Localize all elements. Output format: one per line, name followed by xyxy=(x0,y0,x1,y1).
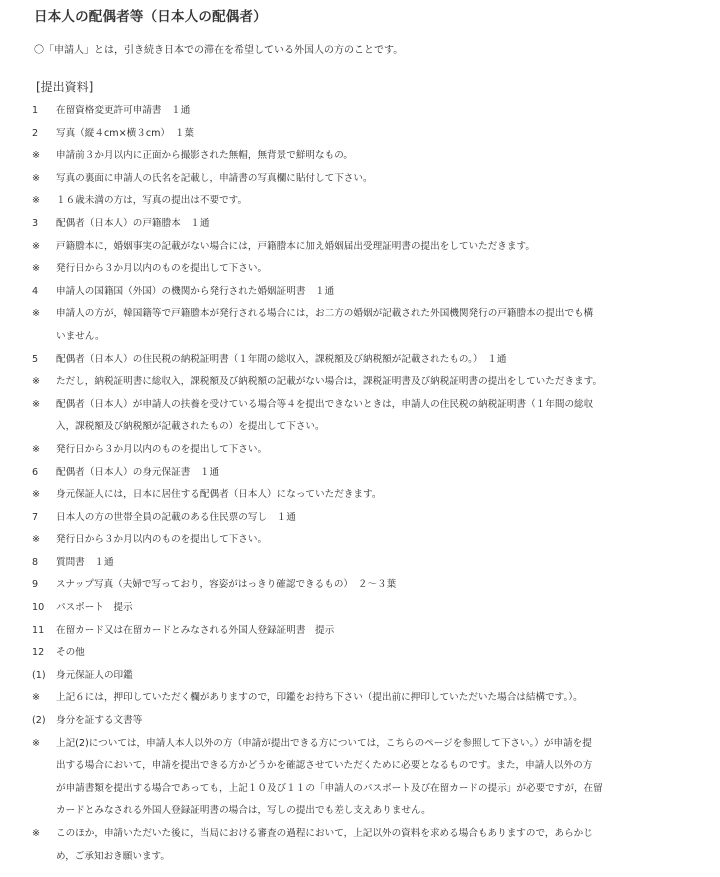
list-marker xyxy=(26,755,56,778)
list-item xyxy=(26,439,710,462)
list-item-text: 出する場合において，申請を提出できる方かどうかを確認させていただくために必要となるものです。また，申請人以外の方 xyxy=(56,760,593,772)
list-item-text: 写真（縦４cm×横３cm） １葉 xyxy=(56,127,195,139)
list-item-text: 質問書 １通 xyxy=(56,556,114,568)
list-item xyxy=(26,168,710,191)
list-item-text: カードとみなされる外国人登録証明書の場合は，写しの提出でも差し支えありません。 xyxy=(56,805,431,817)
list-item-text: 身分を証する文書等 xyxy=(56,715,143,727)
list-item xyxy=(26,303,710,326)
list-item-text: 在留カード又は在留カードとみなされる外国人登録証明書 提示 xyxy=(56,624,335,636)
list-item xyxy=(26,258,710,281)
list-item-text: 入，課税額及び納税額が記載されたもの）を提出して下さい。 xyxy=(56,421,325,433)
list-marker: 5 xyxy=(32,353,39,365)
page-title: 日本人の配偶者等（日本人の配偶者） xyxy=(34,9,267,25)
list-item-text: いません。 xyxy=(56,330,105,342)
list-marker: ※ xyxy=(32,150,41,162)
list-item-text: 申請前３か月以内に正面から撮影された無帽，無背景で鮮明なもの。 xyxy=(56,150,354,162)
list-item xyxy=(26,846,710,869)
list-item xyxy=(26,687,710,710)
list-item xyxy=(26,597,710,620)
list-item xyxy=(26,123,710,146)
list-item xyxy=(26,190,710,213)
list-item xyxy=(26,462,710,485)
list-item xyxy=(26,100,710,123)
list-item-text: 申請人の方が，韓国籍等で戸籍謄本が発行される場合には，お二方の婚姻が記載された外国機関発行の戸籍謄本の提出でも構 xyxy=(56,308,594,320)
list-item-text: 写真の裏面に申請人の氏名を記載し，申請書の写真欄に貼付して下さい。 xyxy=(56,172,373,184)
list-item-text: １６歳未満の方は，写真の提出は不要です。 xyxy=(56,195,248,207)
list-item xyxy=(26,416,710,439)
list-marker: ※ xyxy=(32,737,41,749)
list-marker: 7 xyxy=(32,511,39,523)
list-item-text: 申請人の国籍国（外国）の機関から発行された婚姻証明書 １通 xyxy=(56,285,335,297)
list-marker: 10 xyxy=(32,602,45,614)
list-item xyxy=(26,326,710,349)
list-item-text: 配偶者（日本人）の住民税の納税証明書（１年間の総収入，課税額及び納税額が記載されたもの。） １通 xyxy=(56,353,507,365)
list-marker: ※ xyxy=(32,263,41,275)
list-marker: 6 xyxy=(32,466,39,478)
list-marker: ※ xyxy=(32,534,41,546)
list-marker xyxy=(26,846,56,869)
list-item xyxy=(26,529,710,552)
list-item xyxy=(26,281,710,304)
section-heading: [提出資料] xyxy=(36,80,94,94)
list-marker: 2 xyxy=(32,127,39,139)
list-marker: 12 xyxy=(32,647,45,659)
list-marker: ※ xyxy=(32,195,41,207)
list-item xyxy=(26,755,710,778)
list-marker xyxy=(26,326,56,349)
list-item xyxy=(26,236,710,259)
list-item xyxy=(26,484,710,507)
list-marker: 11 xyxy=(32,624,45,636)
list-item xyxy=(26,574,710,597)
list-marker: ※ xyxy=(32,692,41,704)
list-item xyxy=(26,733,710,756)
list-marker: 4 xyxy=(32,285,39,297)
list-item-text: 上記６には，押印していただく欄がありますので，印鑑をお持ち下さい（提出前に押印していただいた場合は結構です。）。 xyxy=(56,692,583,704)
list-marker: ※ xyxy=(32,172,41,184)
list-item-text: パスポート 提示 xyxy=(56,602,133,614)
list-item xyxy=(26,394,710,417)
list-item-text: 日本人の方の世帯全員の記載のある住民票の写し １通 xyxy=(56,511,296,523)
list-item-text: 在留資格変更許可申請書 １通 xyxy=(56,105,191,116)
list-marker: ※ xyxy=(32,308,41,320)
list-item xyxy=(26,620,710,643)
list-marker: ※ xyxy=(32,376,41,388)
list-marker: ※ xyxy=(32,398,41,410)
list-marker: 9 xyxy=(32,579,39,591)
list-marker: 1 xyxy=(32,105,39,116)
list-item-text: 発行日から３か月以内のものを提出して下さい。 xyxy=(56,534,268,546)
list-item-text: が申請書類を提出する場合であっても，上記１０及び１１の「申請人のパスポート及び在留カードの提示」が必要ですが，在留 xyxy=(56,782,603,794)
list-item-text: スナップ写真（夫婦で写っており，容姿がはっきり確認できるもの） ２～３葉 xyxy=(56,579,397,591)
list-item xyxy=(26,371,710,394)
requirements-list xyxy=(26,100,710,868)
list-item xyxy=(26,665,710,688)
list-item-text: め，ご承知おき願います。 xyxy=(56,850,170,862)
list-marker: ※ xyxy=(32,828,41,839)
list-item-text: 配偶者（日本人）の戸籍謄本 １通 xyxy=(56,217,210,229)
list-marker xyxy=(26,800,56,823)
list-item-text: ただし，納税証明書に総収入，課税額及び納税額の記載がない場合は，課税証明書及び納税証明書の提出をしていただきます。 xyxy=(56,376,603,388)
list-item-text: 配偶者（日本人）の身元保証書 １通 xyxy=(56,466,220,478)
list-item-text: 戸籍謄本に，婚姻事実の記載がない場合には，戸籍謄本に加え婚姻届出受理証明書の提出をしていただきます。 xyxy=(56,240,535,252)
list-marker: (2) xyxy=(32,715,46,727)
list-item xyxy=(26,823,710,846)
list-item-text: 配偶者（日本人）が申請人の扶養を受けている場合等４を提出できないときは，申請人の住民税の納税証明書（１年間の総収 xyxy=(56,398,594,410)
list-marker: 8 xyxy=(32,556,39,568)
list-item-text: 発行日から３か月以内のものを提出して下さい。 xyxy=(56,443,268,455)
list-item-text: このほか，申請いただいた後に，当局における審査の過程において，上記以外の資料を求める場合もありますので，あらかじ xyxy=(56,828,593,839)
list-item xyxy=(26,507,710,530)
list-item xyxy=(26,349,710,372)
list-marker: (1) xyxy=(32,669,46,681)
list-item xyxy=(26,642,710,665)
list-item-text: 身元保証人の印鑑 xyxy=(56,669,133,681)
list-item xyxy=(26,145,710,168)
list-item-text: 上記(2)については，申請人本人以外の方（申請が提出できる方については，こちらのページを参照して下さい。）が申請を提 xyxy=(56,737,592,749)
intro-text: 〇「申請人」とは，引き続き日本での滞在を希望している外国人の方のことです。 xyxy=(34,45,404,56)
list-item xyxy=(26,778,710,801)
list-item xyxy=(26,800,710,823)
list-item-text: 発行日から３か月以内のものを提出して下さい。 xyxy=(56,263,268,275)
list-item-text: 身元保証人には，日本に居住する配偶者（日本人）になっていただきます。 xyxy=(56,489,382,501)
list-marker: ※ xyxy=(32,489,41,501)
list-marker: ※ xyxy=(32,240,41,252)
list-item-text: その他 xyxy=(56,647,85,659)
list-item xyxy=(26,552,710,575)
list-marker xyxy=(26,778,56,801)
list-marker xyxy=(26,416,56,439)
list-marker: 3 xyxy=(32,217,39,229)
list-item xyxy=(26,710,710,733)
list-item xyxy=(26,213,710,236)
list-marker: ※ xyxy=(32,443,41,455)
